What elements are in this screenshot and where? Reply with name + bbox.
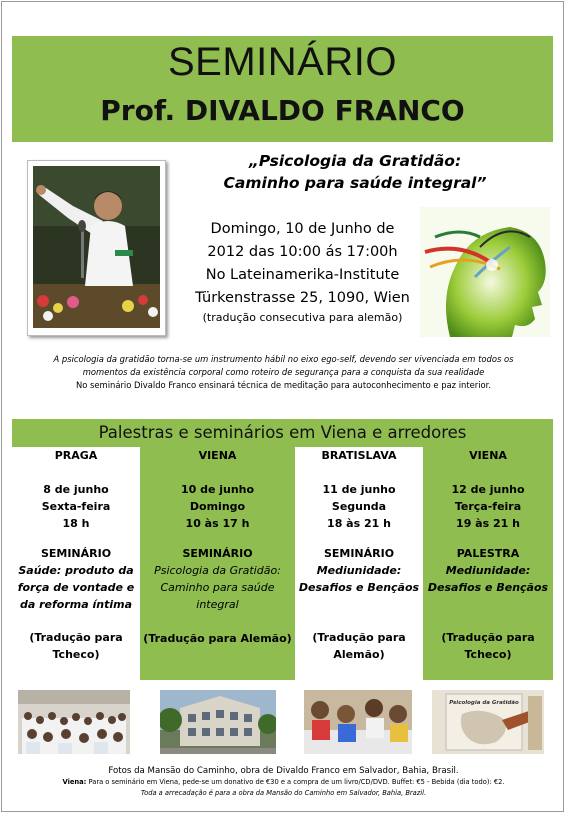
column-event-type: PALESTRA	[456, 547, 520, 560]
column-weekday: Segunda	[331, 500, 387, 513]
building-photo	[160, 690, 276, 754]
subtitle-line-1: „Psicologia da Gratidão:	[248, 152, 462, 170]
event-address-line: Türkenstrasse 25, 1090, Wien	[195, 290, 410, 306]
column-topic-line-2: Desafios e Bençãos	[298, 581, 420, 594]
column-schedule	[140, 481, 295, 532]
column-topic-line-1: Mediunidade:	[316, 564, 402, 577]
column-city: VIENA	[198, 449, 237, 462]
footer-photo-caption: Fotos da Mansão do Caminho, obra de Divaldo Franco em Salvador, Bahia, Brasil.	[108, 766, 459, 776]
column-city: VIENA	[469, 449, 507, 462]
schedule-column-viena-1	[140, 447, 295, 680]
description-line-2: momentos da existência corporal como roteiro de segurança para a conquista da sua realidade	[82, 367, 485, 377]
gratitude-artwork	[420, 207, 550, 337]
speaker-photo	[27, 160, 166, 336]
column-translation	[423, 629, 553, 663]
event-venue-line: No Lateinamerika-Institute	[205, 267, 400, 283]
description-line-1: A psicologia da gratidão torna-se um instrumento hábil no eixo ego-self, devendo ser vivenciada em todos os	[53, 354, 514, 364]
column-topic	[295, 562, 423, 596]
event-translation-note: (tradução consecutiva para alemão)	[202, 311, 403, 324]
column-event-type: SEMINÁRIO	[323, 547, 395, 560]
column-time: 10 às 17 h	[185, 517, 250, 530]
column-topic	[12, 562, 140, 613]
column-translation-line-1: (Tradução para	[29, 631, 123, 644]
column-translation-line-1: (Tradução para Alemão)	[143, 632, 292, 645]
footer	[10, 765, 557, 799]
column-topic-line-2: Caminho para saúde	[160, 581, 275, 594]
description-line-3: No seminário Divaldo Franco ensinará técnica de meditação para autoconhecimento e paz interior.	[75, 380, 492, 390]
column-topic-line-3: da reforma íntima	[19, 598, 132, 611]
footer-donation-info	[10, 777, 557, 788]
event-date-line: Domingo, 10 de Junho de	[210, 221, 395, 237]
footer-donation-label: Viena:	[62, 778, 87, 786]
children-group-photo	[18, 690, 130, 754]
children-classroom-photo	[304, 690, 412, 754]
column-date: 12 de junho	[451, 483, 525, 496]
column-time: 19 às 21 h	[456, 517, 520, 530]
schedule-column-viena-2	[423, 447, 553, 680]
column-schedule	[423, 481, 553, 532]
column-topic	[140, 562, 295, 613]
column-weekday: Sexta-feira	[41, 500, 111, 513]
footer-donation-text: Para o seminário em Viena, pede-se um donativo de €30 e a compra de um livro/CD/DVD. Buffet: €5 - Bebida (dia todo): €2.	[86, 778, 505, 786]
column-topic	[423, 562, 553, 596]
column-topic-line-3: integral	[196, 598, 239, 611]
column-date: 10 de junho	[180, 483, 255, 496]
column-translation-line-1: (Tradução para	[441, 631, 535, 644]
header-banner	[12, 36, 553, 142]
section-title: Palestras e seminários em Viena e arredores	[12, 419, 553, 447]
column-topic-line-1: Mediunidade:	[445, 564, 531, 577]
column-translation	[295, 629, 423, 663]
seminar-subtitle	[190, 150, 520, 194]
book-cover-photo	[432, 690, 544, 754]
event-info	[190, 218, 415, 326]
column-translation-line-2: Tcheco)	[52, 648, 100, 661]
column-schedule	[12, 481, 140, 532]
column-time: 18 às 21 h	[327, 517, 391, 530]
column-time: 18 h	[62, 517, 90, 530]
column-event-type: SEMINÁRIO	[182, 547, 253, 560]
seminar-description	[10, 353, 557, 392]
gratitude-artwork-image	[420, 207, 550, 337]
column-schedule	[295, 481, 423, 532]
speaker-photo-image	[33, 166, 160, 328]
schedule-column-praga	[12, 447, 140, 680]
column-date: 11 de junho	[322, 483, 396, 496]
page-title: SEMINÁRIO	[168, 40, 397, 84]
column-topic-line-2: Desafios e Bençãos	[427, 581, 549, 594]
column-translation	[140, 630, 295, 647]
column-weekday: Domingo	[189, 500, 246, 513]
column-translation-line-2: Tcheco)	[464, 648, 512, 661]
column-topic-line-1: Saúde: produto da	[18, 564, 134, 577]
column-date: 8 de junho	[43, 483, 109, 496]
column-event-type: SEMINÁRIO	[40, 547, 112, 560]
column-weekday: Terça-feira	[454, 500, 522, 513]
book-cover-title: Psicologia da Gratidão	[449, 700, 519, 706]
column-city: BRATISLAVA	[321, 449, 397, 462]
event-time-line: 2012 das 10:00 ás 17:00h	[207, 244, 398, 260]
footer-proceeds-note: Toda a arrecadação é para a obra da Mansão do Caminho em Salvador, Bahia, Brazil.	[140, 789, 427, 797]
column-translation-line-2: Alemão)	[333, 648, 385, 661]
column-translation	[12, 629, 140, 663]
column-topic-line-2: força de vontade e	[17, 581, 135, 594]
column-translation-line-1: (Tradução para	[312, 631, 406, 644]
column-topic-line-1: Psicologia da Gratidão:	[154, 564, 281, 577]
column-city: PRAGA	[54, 449, 98, 462]
schedule-column-bratislava	[295, 447, 423, 680]
subtitle-line-2: Caminho para saúde integral”	[223, 174, 487, 192]
speaker-name: Prof. DIVALDO FRANCO	[100, 94, 465, 127]
